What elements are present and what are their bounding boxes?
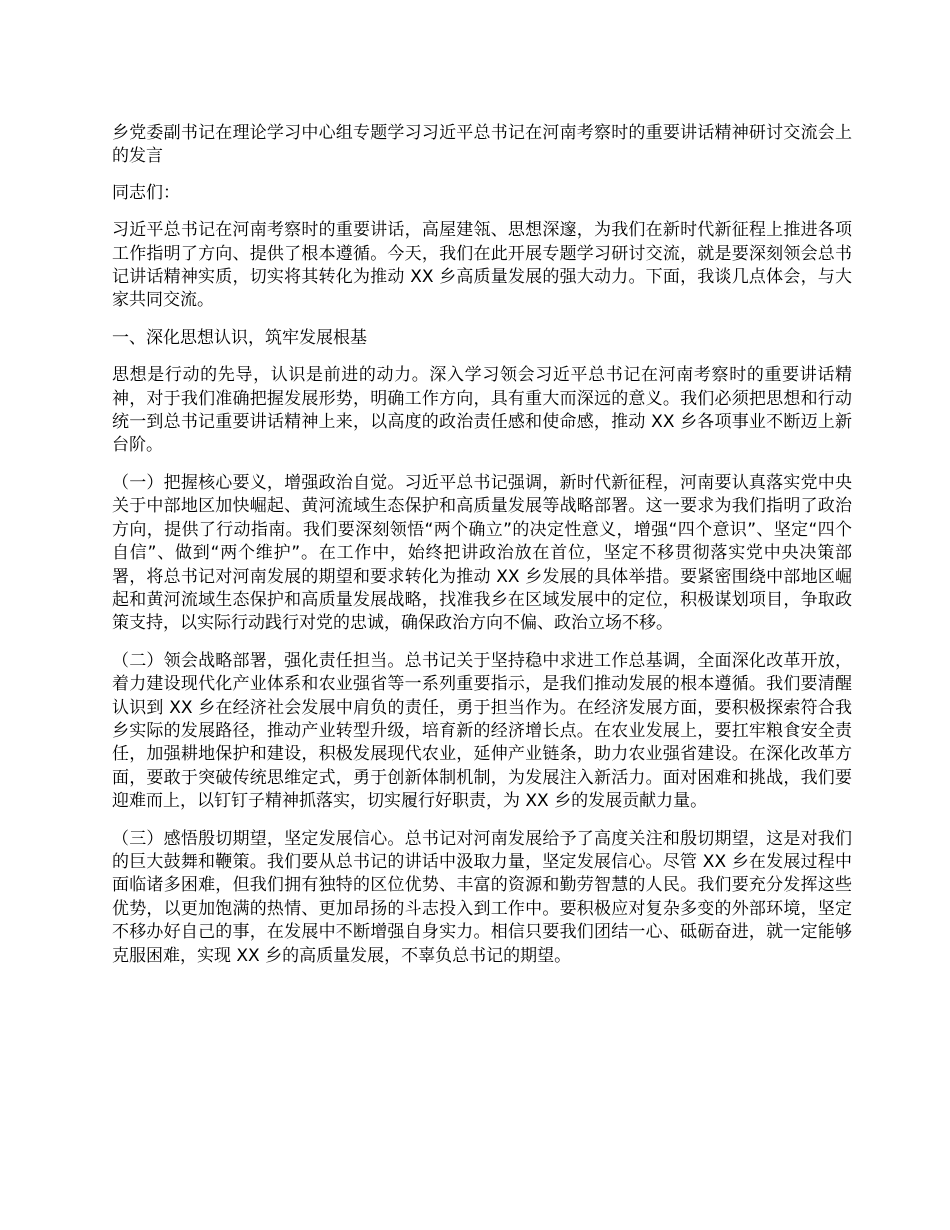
- section-body: 思想是行动的先导，认识是前进的动力。深入学习领会习近平总书记在河南考察时的重要讲话精神，对于我们准确把握发展形势，明确工作方向，具有重大而深远的意义。我们必须把思想和行动统一到总书记重要讲话精神上来，以高度的政治责任感和使命感，推动 XX 乡各项事业不断迈上新台阶。: [112, 365, 852, 456]
- document-page: [112, 122, 852, 982]
- intro-paragraph: 习近平总书记在河南考察时的重要讲话，高屋建瓴、思想深邃，为我们在新时代新征程上推进各项工作指明了方向、提供了根本遵循。今天，我们在此开展专题学习研讨交流，就是要深刻领会总书记讲话精神实质，切实将其转化为推动 XX 乡高质量发展的强大动力。下面，我谈几点体会，与大家共同交流。: [112, 220, 852, 311]
- greeting: 同志们：: [112, 182, 180, 203]
- point-paragraph-2: （二）领会战略部署，强化责任担当。总书记关于坚持稳中求进工作总基调，全面深化改革开放，着力建设现代化产业体系和农业强省等一系列重要指示，是我们推动发展的根本遵循。我们要清醒认识到 XX 乡在经济社会发展中肩负的责任，勇于担当作为。在经济发展方面，要积极探索符合我乡实际的发展路径，推动产业转型升级，培育新的经济增长点。在农业发展上，要扛牢粮食安全责任，加强耕地保护和建设，积极发展现代农业，延伸产业链条，助力农业强省建设。在深化改革方面，要敢于突破传统思维定式，勇于创新体制机制，为发展注入新活力。面对困难和挑战，我们要迎难而上，以钉钉子精神抓落实，切实履行好职责，为 XX 乡的发展贡献力量。: [112, 650, 852, 812]
- point-paragraph-1: （一）把握核心要义，增强政治自觉。习近平总书记强调，新时代新征程，河南要认真落实党中央关于中部地区加快崛起、黄河流域生态保护和高质量发展等战略部署。这一要求为我们指明了政治方向，提供了行动指南。我们要深刻领悟“两个确立”的决定性意义，增强“四个意识”、坚定“四个自信”、做到“两个维护”。在工作中，始终把讲政治放在首位，坚定不移贯彻落实党中央决策部署，将总书记对河南发展的期望和要求转化为推动 XX 乡发展的具体举措。要紧密围绕中部地区崛起和黄河流域生态保护和高质量发展战略，找准我乡在区域发展中的定位，积极谋划项目，争取政策支持，以实际行动践行对党的忠诚，确保政治方向不偏、政治立场不移。: [112, 472, 852, 634]
- point-paragraph-3: （三）感悟殷切期望，坚定发展信心。总书记对河南发展给予了高度关注和殷切期望，这是对我们的巨大鼓舞和鞭策。我们要从总书记的讲话中汲取力量，坚定发展信心。尽管 XX 乡在发展过程中面临诸多困难，但我们拥有独特的区位优势、丰富的资源和勤劳智慧的人民。我们要充分发挥这些优势，以更加饱满的热情、更加昂扬的斗志投入到工作中。要积极应对复杂多变的外部环境，坚定不移办好自己的事，在发展中不断增强自身实力。相信只要我们团结一心、砥砺奋进，就一定能够克服困难，实现 XX 乡的高质量发展，不辜负总书记的期望。: [112, 828, 852, 966]
- section-heading: 一、深化思想认识，筑牢发展根基: [112, 327, 367, 348]
- document-title: 乡党委副书记在理论学习中心组专题学习习近平总书记在河南考察时的重要讲话精神研讨交流会上的发言: [112, 123, 852, 167]
